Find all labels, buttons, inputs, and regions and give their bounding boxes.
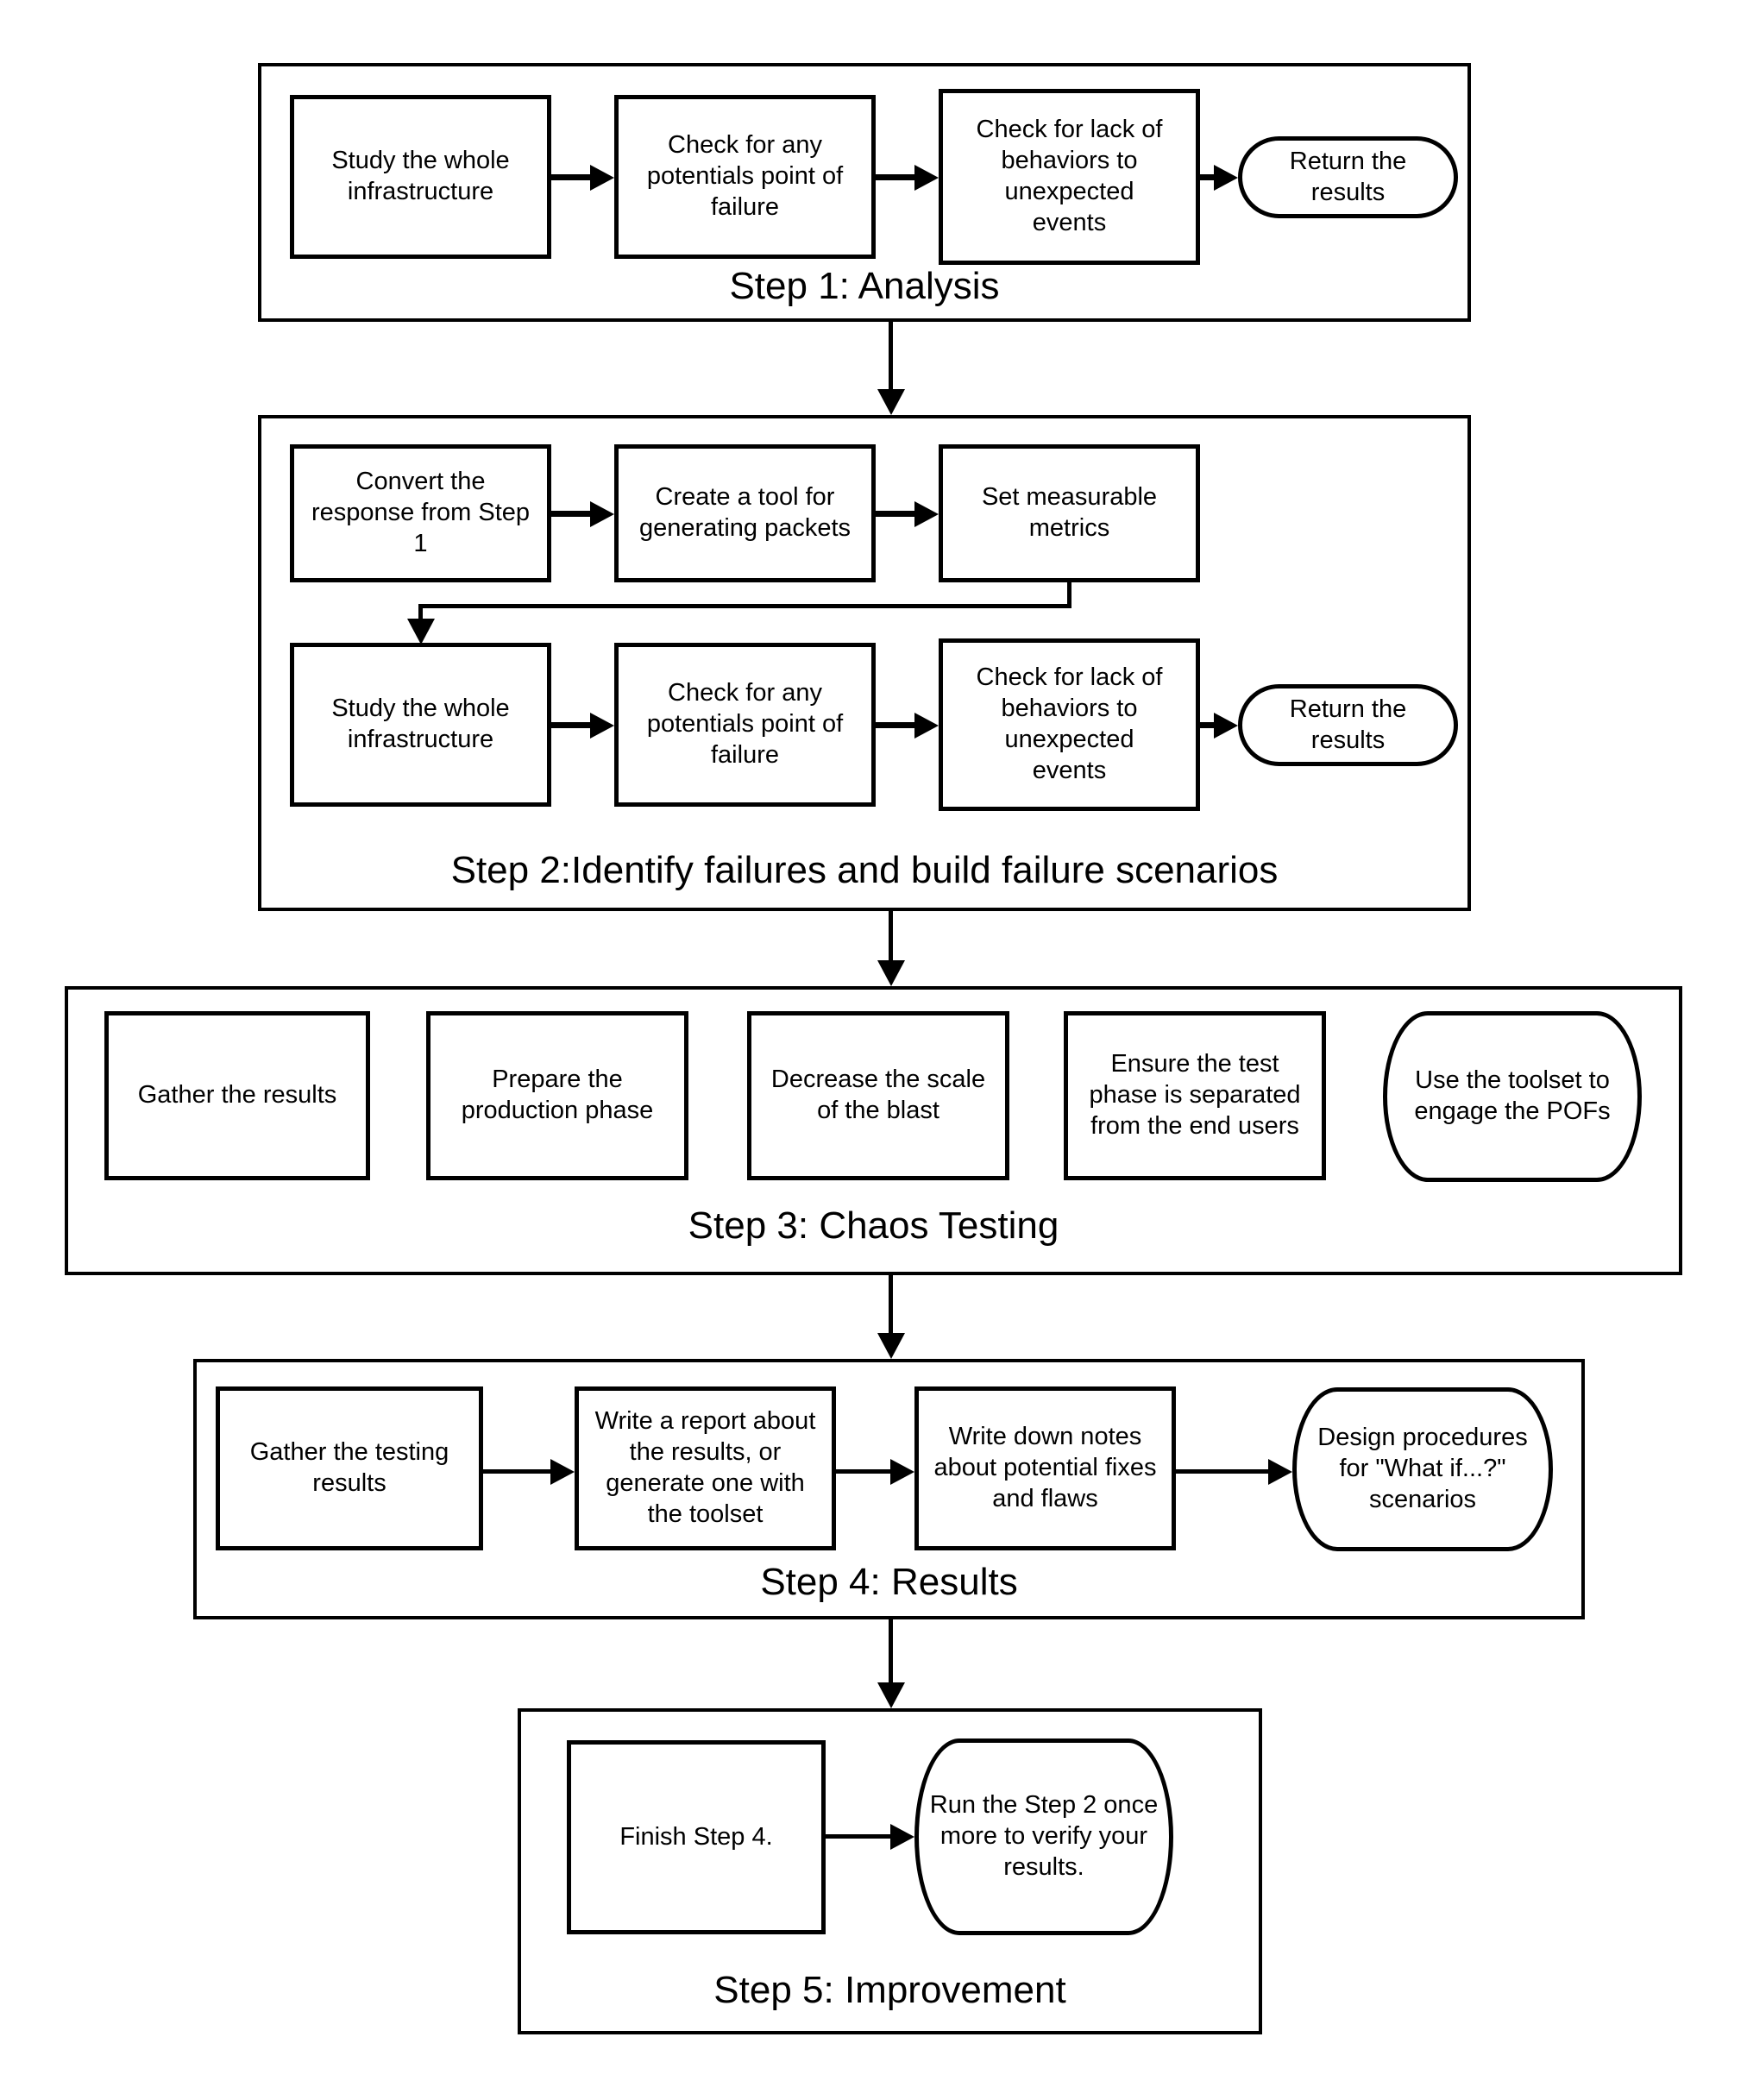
flow-arrow — [483, 1469, 550, 1474]
process-study-infrastructure-1: Study the whole infrastructure — [290, 95, 551, 259]
process-ensure-test-separated: Ensure the test phase is separated from the end users — [1064, 1011, 1326, 1180]
step5-label: Step 5: Improvement — [713, 1969, 1066, 2011]
process-gather-results: Gather the results — [104, 1011, 370, 1180]
terminator-return-results-1: Return the results — [1238, 136, 1458, 218]
process-check-points-of-failure-2: Check for any potentials point of failure — [614, 643, 876, 807]
flow-arrow-step2-to-step3 — [889, 911, 893, 960]
flow-arrow-step4-to-step5 — [889, 1619, 893, 1682]
flow-arrow — [1176, 1469, 1268, 1474]
process-create-tool: Create a tool for generating packets — [614, 444, 876, 582]
flow-arrow-step1-to-step2 — [889, 322, 893, 389]
flow-arrow — [551, 174, 590, 180]
step3-label: Step 3: Chaos Testing — [688, 1204, 1059, 1247]
process-decrease-blast-scale: Decrease the scale of the blast — [747, 1011, 1009, 1180]
flow-arrow — [876, 174, 914, 180]
process-check-points-of-failure-1: Check for any potentials point of failure — [614, 95, 876, 259]
flow-arrow — [1200, 174, 1214, 180]
flow-arrow-step3-to-step4 — [889, 1275, 893, 1333]
process-write-notes: Write down notes about potential fixes and flaws — [914, 1386, 1176, 1550]
flow-arrow-to-row2 — [418, 604, 423, 619]
terminator-design-what-if: Design procedures for "What if...?" scenarios — [1292, 1387, 1553, 1551]
flow-arrow — [551, 722, 590, 728]
process-prepare-production: Prepare the production phase — [426, 1011, 688, 1180]
process-finish-step4: Finish Step 4. — [567, 1740, 826, 1934]
flow-arrow — [1200, 722, 1214, 728]
process-study-infrastructure-2: Study the whole infrastructure — [290, 643, 551, 807]
process-set-metrics: Set measurable metrics — [939, 444, 1200, 582]
process-write-report: Write a report about the results, or generate one with the toolset — [575, 1386, 836, 1550]
terminator-run-step2-again: Run the Step 2 once more to verify your results. — [914, 1738, 1173, 1935]
terminator-return-results-2: Return the results — [1238, 684, 1458, 766]
process-convert-response: Convert the response from Step 1 — [290, 444, 551, 582]
flow-arrow — [836, 1469, 890, 1474]
step1-label: Step 1: Analysis — [729, 265, 1000, 307]
flow-arrow — [826, 1834, 890, 1839]
flow-arrow — [551, 511, 590, 517]
terminator-use-toolset: Use the toolset to engage the POFs — [1383, 1011, 1642, 1182]
step2-label: Step 2:Identify failures and build failure scenarios — [450, 849, 1279, 891]
flow-arrow — [876, 722, 914, 728]
step4-label: Step 4: Results — [760, 1561, 1018, 1603]
flow-connector-segment — [418, 604, 1071, 608]
process-gather-testing-results: Gather the testing results — [216, 1386, 483, 1550]
process-check-lack-behaviors-1: Check for lack of behaviors to unexpected events — [939, 89, 1200, 265]
flow-arrow — [876, 511, 914, 517]
process-check-lack-behaviors-2: Check for lack of behaviors to unexpected events — [939, 638, 1200, 811]
